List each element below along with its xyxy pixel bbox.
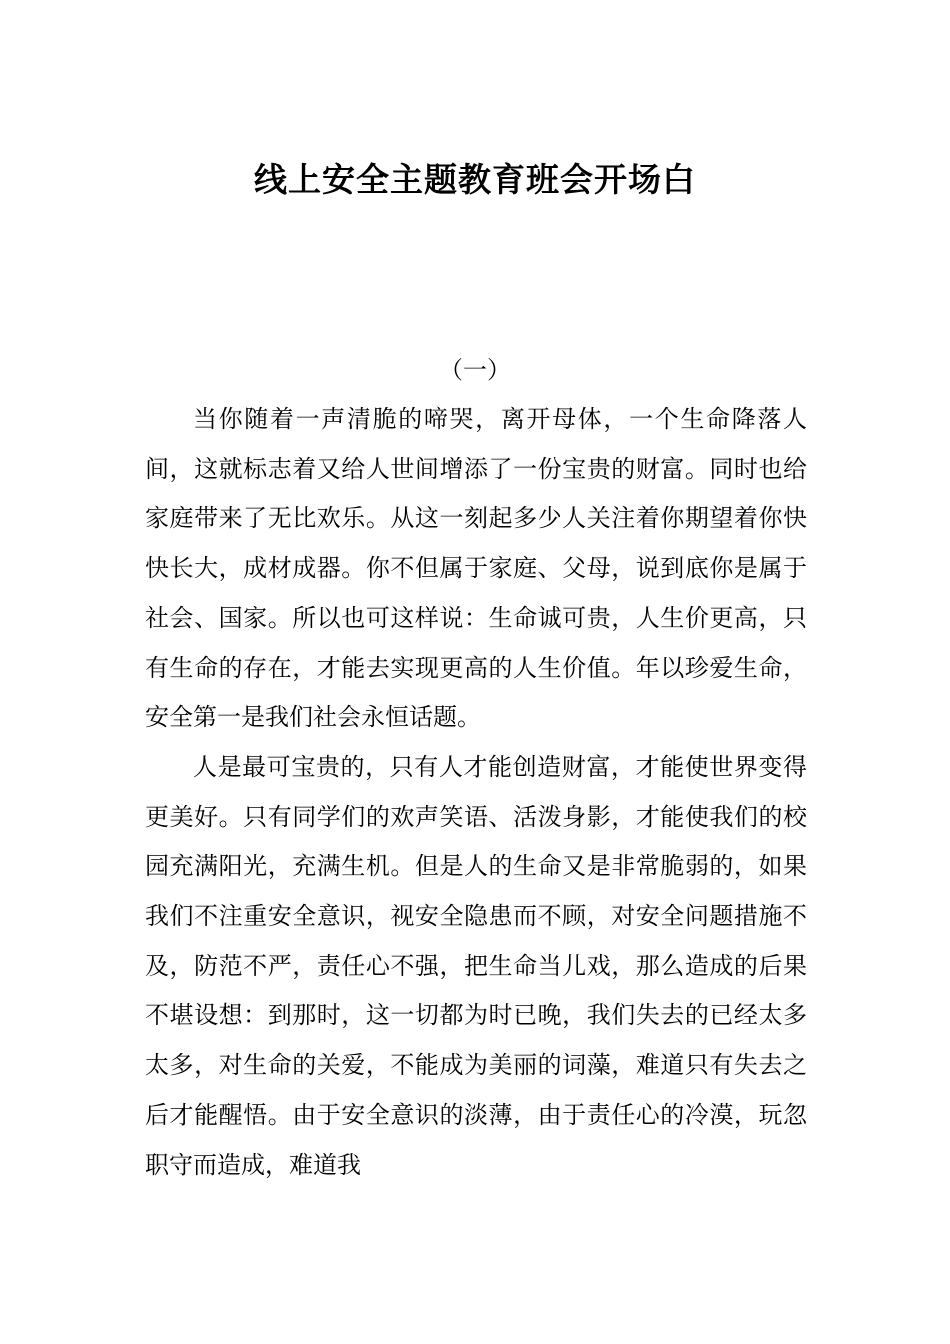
paragraph-1: 当你随着一声清脆的啼哭，离开母体，一个生命降落人间，这就标志着又给人世间增添了一份宝贵的财富。同时也给家庭带来了无比欢乐。从这一刻起多少人关注着你期望着你快快长大，成材成器。你不但属于家庭、父母，说到底你是属于社会、国家。所以也可这样说：生命诚可贵，人生价更高，只有生命的存在，才能去实现更高的人生价值。年以珍爱生命，安全第一是我们社会永恒话题。 xyxy=(145,405,807,732)
paragraph-2: 人是最可宝贵的，只有人才能创造财富，才能使世界变得更美好。只有同学们的欢声笑语、活泼身影，才能使我们的校园充满阳光，充满生机。但是人的生命又是非常脆弱的，如果我们不注重安全意识，视安全隐患而不顾，对安全问题措施不及，防范不严，责任心不强，把生命当儿戏，那么造成的后果不堪设想：到那时，这一切都为时已晚，我们失去的已经太多太多，对生命的关爱，不能成为美丽的词藻，难道只有失去之后才能醒悟。由于安全意识的淡薄，由于责任心的冷漠，玩忽职守而造成，难道我 xyxy=(145,752,807,1179)
section-heading: （一） xyxy=(439,356,511,384)
document-body xyxy=(145,395,807,1190)
document-title: 线上安全主题教育班会开场白 xyxy=(254,160,696,199)
